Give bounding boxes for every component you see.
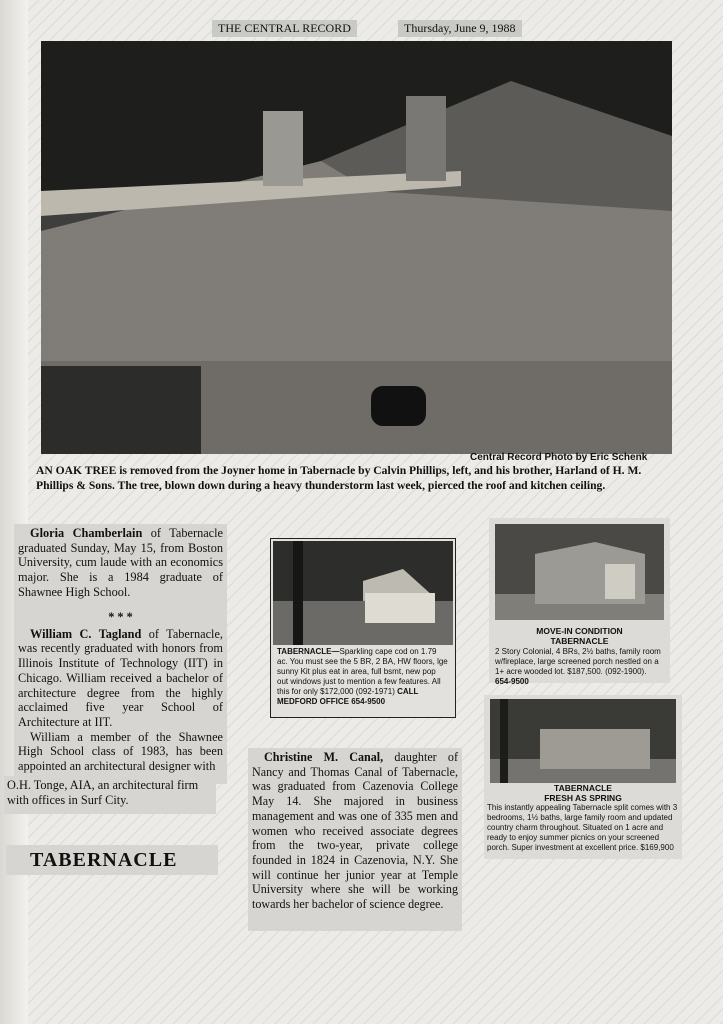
- tagland-text: of Tabernacle, was recently graduated with honors from Illinois Institute of Technology (IIT) in Chicago. William received a bachelor of architecture degree from the highly acclaimed five year School of Architecture at IIT.: [18, 626, 223, 729]
- tagland-name: William C. Tagland: [30, 626, 142, 641]
- ad-split-title: TABERNACLE FRESH AS SPRING: [544, 783, 622, 803]
- ad-cape-lead: TABERNACLE—: [277, 647, 340, 656]
- photo-credit: Central Record Photo by Eric Schenk: [470, 452, 648, 463]
- canal-name: Christine M. Canal,: [264, 750, 384, 764]
- newspaper-name: THE CENTRAL RECORD: [212, 20, 357, 37]
- oak-tree-roof-photo: [41, 41, 672, 454]
- publication-date: Thursday, June 9, 1988: [398, 20, 522, 37]
- real-estate-ad-colonial: [489, 518, 670, 686]
- colonial-house-photo: [495, 524, 664, 620]
- ad-colonial-photo: [495, 524, 664, 620]
- chamberlain-name: Gloria Chamberlain: [30, 526, 143, 540]
- ad-colonial-title: MOVE-IN CONDITION TABERNACLE: [536, 626, 623, 646]
- separator: * * *: [108, 610, 133, 624]
- chamberlain-text: of Tabernacle graduated Sunday, May 15, from Boston University, cum laude with an economics major. She is a 1984 graduate of Shawnee High School.: [18, 526, 224, 599]
- graduation-item-tagland-cont: O.H. Tonge, AIA, an architectural firm with offices in Surf City.: [4, 776, 216, 814]
- cape-cod-house-photo: [273, 541, 453, 645]
- graduation-item-tagland: [14, 612, 227, 784]
- graduation-item-canal: [248, 748, 462, 931]
- main-photo: [41, 41, 672, 454]
- tagland-text-2: William a member of the Shawnee High School class of 1983, has been appointed an architectural designer with: [18, 729, 223, 774]
- main-photo-caption: AN OAK TREE is removed from the Joyner home in Tabernacle by Calvin Phillips, left, and his brother, Harland of H. M. Phillips & Sons. The tree, blown down during a heavy thunderstorm last week, pierced the roof and kitchen ceiling.: [36, 464, 642, 492]
- ad-split-text: This instantly appealing Tabernacle split comes with 3 bedrooms, 1½ baths, large family room and updated country charm throughout. Situated on 1 acre and ready to enjoy summer picnics on your screened porch. Super investment at excellent price. $169,900: [487, 803, 678, 852]
- ad-cape-office: CALL MEDFORD OFFICE 654-9500: [277, 687, 419, 706]
- ad-cape-body: Sparkling cape cod on 1.79 ac. You must see the 5 BR, 2 BA, HW floors, lge sunny Kit plus eat in area, full bsmt, new pop out windows just to mention a few features. All this for only $172,000 (092-1971): [277, 647, 448, 696]
- ad-colonial-body: 2 Story Colonial, 4 BRs, 2½ baths, family room w/fireplace, large screened porch nestled on a 1+ acre wooded lot. $187,500. (092-1900).: [495, 647, 661, 676]
- ad-cape-photo: [273, 541, 453, 645]
- graduation-item-chamberlain: [14, 524, 227, 612]
- ad-colonial-text: [495, 647, 664, 687]
- ad-split-photo: [490, 699, 676, 783]
- ad-colonial-phone: 654-9500: [495, 677, 529, 686]
- split-level-house-photo: [490, 699, 676, 783]
- ad-cape-text: [277, 647, 449, 707]
- section-label: TABERNACLE: [6, 845, 218, 875]
- canal-text: daughter of Nancy and Thomas Canal of Tabernacle, was graduated from Cazenovia College May 14. She majored in business management and was one of 335 men and women who received associate degrees from the two-year, private college founded in 1824 in Cazenovia, N.Y. She will continue her junior year at Temple University where she will be working towards her bachelor of science degree.: [252, 750, 459, 912]
- real-estate-ad-cape: [270, 538, 456, 718]
- real-estate-ad-split: [484, 695, 682, 859]
